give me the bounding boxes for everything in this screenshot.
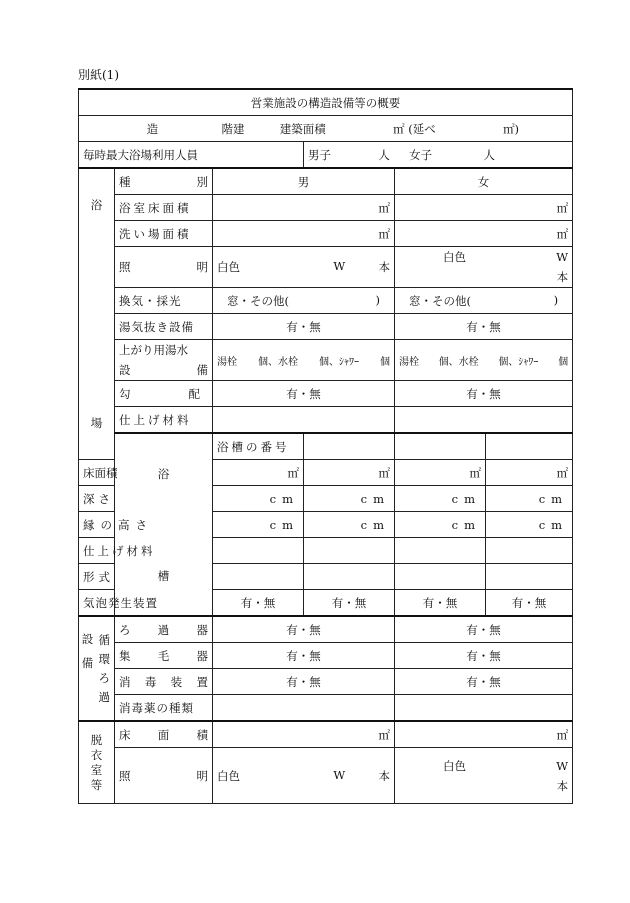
ventilation-female[interactable]: 窓・その他( ) — [395, 288, 573, 314]
tub-depth-2[interactable]: cm — [304, 486, 395, 512]
dressing-floor-area-male[interactable]: ㎡ — [213, 721, 395, 748]
bubble-1[interactable]: 有・無 — [213, 590, 304, 617]
tub-form-4[interactable] — [486, 564, 573, 590]
rinse-water-male[interactable]: 湯栓 個、水栓 個、ｼｬﾜｰ 個 — [213, 340, 395, 381]
bubble-3[interactable]: 有・無 — [395, 590, 486, 617]
tub-form-2[interactable] — [304, 564, 395, 590]
person-unit-female: 人 — [483, 147, 495, 162]
structure-row — [79, 116, 573, 142]
dressing-floor-area-label: 床 面 積 — [115, 721, 213, 748]
structure-kaidate: 階建 — [221, 121, 245, 136]
bubble-device-label: 気泡発生装置 — [79, 590, 115, 617]
finish-material-label: 仕上げ材料 — [115, 407, 213, 434]
tub-depth-1[interactable]: cm — [213, 486, 304, 512]
dressing-lighting-label: 照 明 — [115, 748, 213, 804]
tub-form-3[interactable] — [395, 564, 486, 590]
tub-form-label: 形 式 — [79, 564, 115, 590]
section-dressing-text: 脱衣室等 — [90, 732, 103, 792]
section-bathtub-char2: 槽 — [157, 568, 170, 583]
tub-number-1[interactable] — [304, 433, 395, 460]
male-label: 男子 — [308, 147, 331, 162]
slope-female[interactable]: 有・無 — [395, 381, 573, 407]
rinse-water-female[interactable]: 湯栓 個、水栓 個、ｼｬﾜｰ 個 — [395, 340, 573, 381]
rinse-water-label: 上がり用湯水 設 備 — [115, 340, 213, 381]
steam-vent-label: 湯気抜き設備 — [115, 314, 213, 340]
lighting-female[interactable]: 白色 W 本 — [395, 247, 573, 288]
disinfectant-type-label: 消毒薬の種類 — [115, 695, 213, 722]
wash-area-male[interactable]: ㎡ — [213, 221, 395, 247]
hair-catcher-female[interactable]: 有・無 — [395, 643, 573, 669]
tub-area-4[interactable]: ㎡ — [486, 460, 573, 486]
tub-area-2[interactable]: ㎡ — [304, 460, 395, 486]
dressing-floor-area-female[interactable]: ㎡ — [395, 721, 573, 748]
tub-edge-4[interactable]: cm — [486, 512, 573, 538]
tub-number-label: 浴槽の番号 — [213, 433, 304, 460]
tub-edge-height-label: 縁の高さ — [79, 512, 115, 538]
disinfect-device-male[interactable]: 有・無 — [213, 669, 395, 695]
steam-vent-male[interactable]: 有・無 — [213, 314, 395, 340]
section-bathroom-char2: 場 — [90, 416, 103, 430]
building-area-label: 建築面積 — [279, 121, 326, 136]
tub-edge-2[interactable]: cm — [304, 512, 395, 538]
hair-catcher-label: 集 毛 器 — [115, 643, 213, 669]
max-users-values — [304, 142, 573, 169]
floor-area-label: 浴室床面積 — [115, 195, 213, 221]
bubble-4[interactable]: 有・無 — [486, 590, 573, 617]
disinfect-device-female[interactable]: 有・無 — [395, 669, 573, 695]
structure-zou: 造 — [146, 121, 159, 136]
lighting-male[interactable]: 白色 W 本 — [213, 247, 395, 288]
slope-label: 勾 配 — [115, 381, 213, 407]
tub-finish-3[interactable] — [395, 538, 486, 564]
disinfect-device-label: 消 毒 装 置 — [115, 669, 213, 695]
lighting-label: 照 明 — [115, 247, 213, 288]
finish-material-male[interactable] — [213, 407, 395, 434]
section-equipment-char1: 設 — [81, 631, 94, 646]
person-unit-male: 人 — [378, 147, 390, 162]
section-equipment-char2: 備 — [81, 655, 94, 670]
annex-label: 別紙(1) — [78, 68, 119, 82]
tub-depth-4[interactable]: cm — [486, 486, 573, 512]
tub-depth-label: 深 さ — [79, 486, 115, 512]
total-area-unit: ㎡) — [503, 121, 520, 136]
section-bathroom — [79, 168, 115, 460]
wash-area-female[interactable]: ㎡ — [395, 221, 573, 247]
tub-finish-2[interactable] — [304, 538, 395, 564]
floor-area-male[interactable]: ㎡ — [213, 195, 395, 221]
disinfectant-type-male[interactable] — [213, 695, 395, 722]
tub-number-3[interactable] — [486, 433, 573, 460]
tub-edge-3[interactable]: cm — [395, 512, 486, 538]
tub-finish-4[interactable] — [486, 538, 573, 564]
form-title: 営業施設の構造設備等の概要 — [79, 89, 573, 116]
section-bathtub-char1: 浴 — [157, 466, 170, 481]
tub-edge-1[interactable]: cm — [213, 512, 304, 538]
section-bathroom-char1: 浴 — [90, 198, 103, 212]
floor-area-female[interactable]: ㎡ — [395, 195, 573, 221]
tub-finish-label: 仕上げ材料 — [79, 538, 115, 564]
ventilation-male[interactable]: 窓・その他( ) — [213, 288, 395, 314]
tub-area-3[interactable]: ㎡ — [395, 460, 486, 486]
male-header: 男 — [213, 168, 395, 195]
filter-male[interactable]: 有・無 — [213, 616, 395, 643]
facility-overview-table — [78, 88, 573, 804]
max-users-label: 毎時最大浴場利用人員 — [79, 142, 304, 169]
female-label: 女子 — [409, 147, 433, 162]
bubble-2[interactable]: 有・無 — [304, 590, 395, 617]
hair-catcher-male[interactable]: 有・無 — [213, 643, 395, 669]
filter-label: ろ 過 器 — [115, 616, 213, 643]
tub-number-2[interactable] — [395, 433, 486, 460]
nobe-label: (延べ — [408, 121, 436, 136]
steam-vent-female[interactable]: 有・無 — [395, 314, 573, 340]
disinfectant-type-female[interactable] — [395, 695, 573, 722]
area-unit: ㎡ — [393, 121, 405, 136]
dressing-lighting-male[interactable]: 白色 W 本 — [213, 748, 395, 804]
section-equipment — [79, 616, 115, 721]
ventilation-label: 換気・採光 — [115, 288, 213, 314]
dressing-lighting-female[interactable]: 白色 W 本 — [395, 748, 573, 804]
finish-material-female[interactable] — [395, 407, 573, 434]
wash-area-label: 洗い場面積 — [115, 221, 213, 247]
kind-label: 種 別 — [115, 168, 213, 195]
filter-female[interactable]: 有・無 — [395, 616, 573, 643]
tub-form-1[interactable] — [213, 564, 304, 590]
tub-finish-1[interactable] — [213, 538, 304, 564]
section-dressing-room — [79, 721, 115, 804]
tub-depth-3[interactable]: cm — [395, 486, 486, 512]
slope-male[interactable]: 有・無 — [213, 381, 395, 407]
tub-area-1[interactable]: ㎡ — [213, 460, 304, 486]
section-circulation: 循環ろ過 — [98, 632, 110, 704]
female-header: 女 — [395, 168, 573, 195]
tub-floor-area-label: 床 面 積 — [79, 460, 115, 486]
